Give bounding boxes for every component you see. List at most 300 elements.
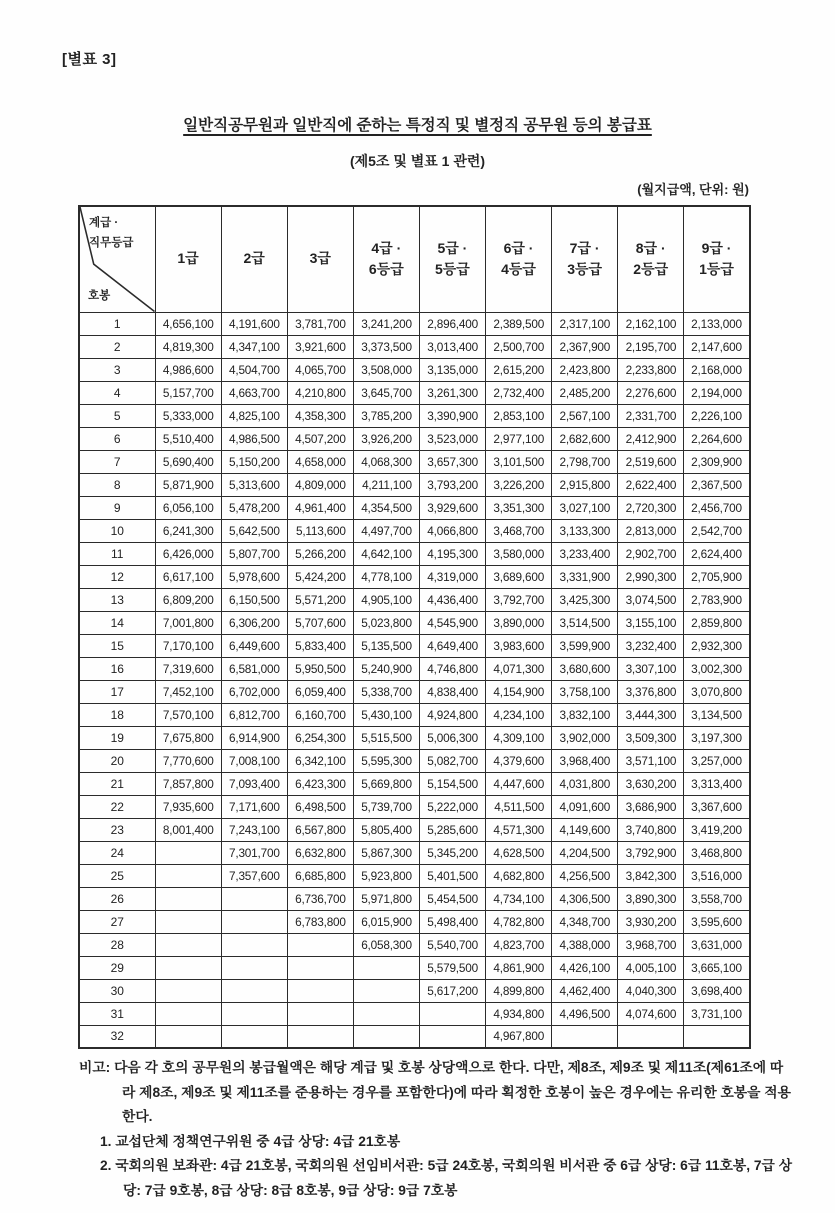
- salary-value-cell: 3,665,100: [684, 956, 750, 979]
- step-cell: 5: [79, 404, 155, 427]
- salary-value-cell: 2,367,500: [684, 473, 750, 496]
- salary-value-cell: 3,002,300: [684, 657, 750, 680]
- salary-value-cell: 4,809,000: [287, 473, 353, 496]
- salary-value-cell: 4,462,400: [552, 979, 618, 1002]
- salary-row: [79, 818, 750, 841]
- corner-header-cell: [79, 206, 155, 312]
- salary-value-cell: 6,812,700: [221, 703, 287, 726]
- corner-label-grade-line2: 직무등급: [89, 236, 134, 249]
- salary-value-cell: 3,571,100: [618, 749, 684, 772]
- salary-row: [79, 473, 750, 496]
- page-subtitle: (제5조 및 별표 1 관련): [349, 153, 486, 169]
- salary-value-cell: 5,669,800: [353, 772, 419, 795]
- salary-value-cell: 3,468,700: [485, 519, 551, 542]
- salary-value-cell: 5,950,500: [287, 657, 353, 680]
- salary-value-cell: 5,285,600: [419, 818, 485, 841]
- step-cell: 2: [79, 335, 155, 358]
- salary-value-cell: 4,642,100: [353, 542, 419, 565]
- salary-value-cell: 4,436,400: [419, 588, 485, 611]
- salary-value-cell: [221, 956, 287, 979]
- salary-value-cell: 4,195,300: [419, 542, 485, 565]
- salary-value-cell: 3,508,000: [353, 358, 419, 381]
- step-cell: 23: [79, 818, 155, 841]
- grade-column-header: 8급 · 2등급: [618, 206, 684, 312]
- salary-value-cell: 2,423,800: [552, 358, 618, 381]
- salary-row: [79, 542, 750, 565]
- salary-value-cell: 3,313,400: [684, 772, 750, 795]
- salary-value-cell: [221, 979, 287, 1002]
- grade-column-header: 2급: [221, 206, 287, 312]
- salary-value-cell: 4,210,800: [287, 381, 353, 404]
- salary-value-cell: 3,261,300: [419, 381, 485, 404]
- salary-value-cell: 4,496,500: [552, 1002, 618, 1025]
- salary-value-cell: 3,631,000: [684, 933, 750, 956]
- salary-value-cell: 5,082,700: [419, 749, 485, 772]
- salary-value-cell: 4,628,500: [485, 841, 551, 864]
- salary-value-cell: 6,150,500: [221, 588, 287, 611]
- salary-value-cell: 2,622,400: [618, 473, 684, 496]
- grade-column-header: 9급 · 1등급: [684, 206, 750, 312]
- salary-value-cell: 3,134,500: [684, 703, 750, 726]
- salary-value-cell: 4,347,100: [221, 335, 287, 358]
- salary-value-cell: 5,807,700: [221, 542, 287, 565]
- salary-value-cell: 6,423,300: [287, 772, 353, 795]
- salary-value-cell: 5,006,300: [419, 726, 485, 749]
- salary-value-cell: 5,617,200: [419, 979, 485, 1002]
- salary-row: [79, 749, 750, 772]
- salary-value-cell: [155, 864, 221, 887]
- salary-value-cell: 3,926,200: [353, 427, 419, 450]
- salary-value-cell: [155, 1025, 221, 1048]
- salary-value-cell: 3,793,200: [419, 473, 485, 496]
- salary-value-cell: 6,632,800: [287, 841, 353, 864]
- salary-row: [79, 335, 750, 358]
- salary-value-cell: 2,133,000: [684, 312, 750, 335]
- remark-text: 다음 각 호의 공무원의 봉급월액은 해당 계급 및 호봉 상당액으로 한다. 다만, 제8조, 제9조 및 제11조(제61조에 따라 제8조, 제9조 및 제11조를 준용하는 경우를 포함한다)에 따라 획정한 호봉이 높은 경우에는 유리한 호봉을 적용한다.: [114, 1060, 791, 1125]
- salary-value-cell: 2,915,800: [552, 473, 618, 496]
- salary-value-cell: 5,430,100: [353, 703, 419, 726]
- step-cell: 6: [79, 427, 155, 450]
- salary-value-cell: 6,581,000: [221, 657, 287, 680]
- salary-value-cell: 5,454,500: [419, 887, 485, 910]
- salary-value-cell: 6,685,800: [287, 864, 353, 887]
- salary-value-cell: 5,401,500: [419, 864, 485, 887]
- salary-value-cell: 4,005,100: [618, 956, 684, 979]
- salary-value-cell: [221, 887, 287, 910]
- salary-value-cell: 4,065,700: [287, 358, 353, 381]
- step-cell: 11: [79, 542, 155, 565]
- salary-value-cell: 3,792,700: [485, 588, 551, 611]
- salary-value-cell: 3,419,200: [684, 818, 750, 841]
- salary-value-cell: 4,663,700: [221, 381, 287, 404]
- salary-value-cell: 2,168,000: [684, 358, 750, 381]
- page-title-text: 일반직공무원과 일반직에 준하는 특정직 및 별정직 공무원 등의 봉급표: [183, 117, 652, 134]
- salary-value-cell: 3,226,200: [485, 473, 551, 496]
- salary-value-cell: [155, 933, 221, 956]
- salary-value-cell: 5,135,500: [353, 634, 419, 657]
- salary-row: [79, 657, 750, 680]
- salary-value-cell: 3,740,800: [618, 818, 684, 841]
- salary-value-cell: 2,147,600: [684, 335, 750, 358]
- step-cell: 29: [79, 956, 155, 979]
- salary-value-cell: 5,579,500: [419, 956, 485, 979]
- salary-value-cell: 4,507,200: [287, 427, 353, 450]
- step-cell: 21: [79, 772, 155, 795]
- salary-value-cell: 2,389,500: [485, 312, 551, 335]
- salary-row: [79, 864, 750, 887]
- salary-value-cell: 4,825,100: [221, 404, 287, 427]
- salary-value-cell: 2,276,600: [618, 381, 684, 404]
- salary-value-cell: 2,226,100: [684, 404, 750, 427]
- step-cell: 16: [79, 657, 155, 680]
- salary-value-cell: 6,449,600: [221, 634, 287, 657]
- grade-column-header: 6급 · 4등급: [485, 206, 551, 312]
- page-title: [0, 113, 835, 135]
- salary-value-cell: 5,478,200: [221, 496, 287, 519]
- salary-row: [79, 496, 750, 519]
- salary-value-cell: 2,705,900: [684, 565, 750, 588]
- salary-row: [79, 772, 750, 795]
- unit-note: (월지급액, 단위: 원): [637, 182, 749, 197]
- salary-value-cell: 4,782,800: [485, 910, 551, 933]
- salary-value-cell: 3,155,100: [618, 611, 684, 634]
- salary-value-cell: [287, 979, 353, 1002]
- salary-value-cell: 3,781,700: [287, 312, 353, 335]
- salary-value-cell: [287, 1002, 353, 1025]
- salary-value-cell: 2,990,300: [618, 565, 684, 588]
- salary-value-cell: 5,424,200: [287, 565, 353, 588]
- salary-value-cell: 3,630,200: [618, 772, 684, 795]
- salary-value-cell: 4,967,800: [485, 1025, 551, 1048]
- salary-table: [78, 205, 751, 1049]
- salary-value-cell: 2,309,900: [684, 450, 750, 473]
- salary-row: [79, 680, 750, 703]
- salary-value-cell: [353, 1025, 419, 1048]
- salary-value-cell: 3,686,900: [618, 795, 684, 818]
- salary-row: [79, 611, 750, 634]
- salary-value-cell: 6,254,300: [287, 726, 353, 749]
- step-cell: 14: [79, 611, 155, 634]
- salary-value-cell: 3,890,300: [618, 887, 684, 910]
- salary-value-cell: 5,595,300: [353, 749, 419, 772]
- salary-value-cell: 5,240,900: [353, 657, 419, 680]
- salary-row: [79, 381, 750, 404]
- salary-value-cell: 7,243,100: [221, 818, 287, 841]
- salary-value-cell: 6,617,100: [155, 565, 221, 588]
- salary-value-cell: 2,798,700: [552, 450, 618, 473]
- salary-value-cell: 2,195,700: [618, 335, 684, 358]
- remark-prefix: 비고:: [79, 1060, 111, 1075]
- salary-value-cell: 4,348,700: [552, 910, 618, 933]
- salary-value-cell: 2,194,000: [684, 381, 750, 404]
- salary-value-cell: 4,649,400: [419, 634, 485, 657]
- salary-value-cell: 3,232,400: [618, 634, 684, 657]
- salary-value-cell: [155, 956, 221, 979]
- salary-value-cell: 4,682,800: [485, 864, 551, 887]
- salary-value-cell: 3,013,400: [419, 335, 485, 358]
- salary-value-cell: 7,319,600: [155, 657, 221, 680]
- salary-value-cell: 4,149,600: [552, 818, 618, 841]
- salary-value-cell: 2,902,700: [618, 542, 684, 565]
- salary-value-cell: 3,832,100: [552, 703, 618, 726]
- salary-value-cell: 3,842,300: [618, 864, 684, 887]
- salary-value-cell: [287, 956, 353, 979]
- salary-value-cell: 5,313,600: [221, 473, 287, 496]
- salary-value-cell: 3,070,800: [684, 680, 750, 703]
- salary-row: [79, 979, 750, 1002]
- salary-value-cell: 4,819,300: [155, 335, 221, 358]
- step-cell: 28: [79, 933, 155, 956]
- step-cell: 10: [79, 519, 155, 542]
- salary-value-cell: 2,783,900: [684, 588, 750, 611]
- salary-row: [79, 427, 750, 450]
- salary-value-cell: 3,135,000: [419, 358, 485, 381]
- salary-value-cell: 4,497,700: [353, 519, 419, 542]
- salary-value-cell: 7,170,100: [155, 634, 221, 657]
- salary-value-cell: 3,785,200: [353, 404, 419, 427]
- salary-value-cell: 6,498,500: [287, 795, 353, 818]
- salary-value-cell: 4,861,900: [485, 956, 551, 979]
- salary-row: [79, 910, 750, 933]
- step-cell: 17: [79, 680, 155, 703]
- salary-value-cell: 3,523,000: [419, 427, 485, 450]
- salary-value-cell: 6,059,400: [287, 680, 353, 703]
- salary-value-cell: 5,333,000: [155, 404, 221, 427]
- salary-value-cell: 3,027,100: [552, 496, 618, 519]
- salary-value-cell: [618, 1025, 684, 1048]
- step-cell: 15: [79, 634, 155, 657]
- step-cell: 13: [79, 588, 155, 611]
- salary-value-cell: 2,264,600: [684, 427, 750, 450]
- salary-value-cell: 4,571,300: [485, 818, 551, 841]
- salary-value-cell: 2,233,800: [618, 358, 684, 381]
- salary-value-cell: 5,739,700: [353, 795, 419, 818]
- salary-value-cell: [552, 1025, 618, 1048]
- salary-value-cell: 3,968,700: [618, 933, 684, 956]
- salary-row: [79, 519, 750, 542]
- salary-value-cell: 3,509,300: [618, 726, 684, 749]
- step-cell: 31: [79, 1002, 155, 1025]
- step-cell: 12: [79, 565, 155, 588]
- salary-value-cell: 5,540,700: [419, 933, 485, 956]
- salary-value-cell: [419, 1002, 485, 1025]
- salary-value-cell: 2,977,100: [485, 427, 551, 450]
- salary-value-cell: 4,091,600: [552, 795, 618, 818]
- salary-row: [79, 703, 750, 726]
- salary-value-cell: 3,074,500: [618, 588, 684, 611]
- salary-value-cell: 7,357,600: [221, 864, 287, 887]
- salary-value-cell: 6,015,900: [353, 910, 419, 933]
- grade-column-header: 7급 · 3등급: [552, 206, 618, 312]
- salary-value-cell: 5,338,700: [353, 680, 419, 703]
- salary-row: [79, 450, 750, 473]
- salary-value-cell: 4,388,000: [552, 933, 618, 956]
- salary-value-cell: 5,150,200: [221, 450, 287, 473]
- salary-value-cell: 2,367,900: [552, 335, 618, 358]
- salary-value-cell: 7,935,600: [155, 795, 221, 818]
- salary-value-cell: 3,376,800: [618, 680, 684, 703]
- step-cell: 3: [79, 358, 155, 381]
- salary-value-cell: 2,456,700: [684, 496, 750, 519]
- salary-value-cell: 4,746,800: [419, 657, 485, 680]
- salary-value-cell: 5,805,400: [353, 818, 419, 841]
- salary-value-cell: 6,914,900: [221, 726, 287, 749]
- salary-value-cell: 6,702,000: [221, 680, 287, 703]
- salary-value-cell: 3,444,300: [618, 703, 684, 726]
- salary-value-cell: 5,923,800: [353, 864, 419, 887]
- salary-value-cell: 4,071,300: [485, 657, 551, 680]
- salary-row: [79, 312, 750, 335]
- salary-row: [79, 726, 750, 749]
- salary-value-cell: [155, 887, 221, 910]
- salary-value-cell: 3,580,000: [485, 542, 551, 565]
- step-cell: 1: [79, 312, 155, 335]
- grade-column-header: 1급: [155, 206, 221, 312]
- step-cell: 8: [79, 473, 155, 496]
- salary-value-cell: 4,256,500: [552, 864, 618, 887]
- salary-value-cell: 3,680,600: [552, 657, 618, 680]
- salary-value-cell: 3,968,400: [552, 749, 618, 772]
- salary-value-cell: 6,736,700: [287, 887, 353, 910]
- salary-value-cell: 2,859,800: [684, 611, 750, 634]
- grade-column-header: 3급: [287, 206, 353, 312]
- salary-value-cell: 4,905,100: [353, 588, 419, 611]
- salary-value-cell: 3,890,000: [485, 611, 551, 634]
- salary-value-cell: 4,074,600: [618, 1002, 684, 1025]
- salary-value-cell: 5,113,600: [287, 519, 353, 542]
- salary-value-cell: [155, 979, 221, 1002]
- salary-value-cell: 4,658,000: [287, 450, 353, 473]
- salary-value-cell: 2,162,100: [618, 312, 684, 335]
- salary-value-cell: 4,734,100: [485, 887, 551, 910]
- salary-value-cell: 5,157,700: [155, 381, 221, 404]
- salary-value-cell: 2,331,700: [618, 404, 684, 427]
- salary-value-cell: 5,871,900: [155, 473, 221, 496]
- salary-value-cell: 2,567,100: [552, 404, 618, 427]
- salary-value-cell: 5,971,800: [353, 887, 419, 910]
- grade-column-header: 5급 · 5등급: [419, 206, 485, 312]
- notes-section: [79, 1056, 796, 1204]
- salary-value-cell: 4,504,700: [221, 358, 287, 381]
- salary-value-cell: 3,983,600: [485, 634, 551, 657]
- salary-table-body: [79, 312, 750, 1048]
- salary-value-cell: 5,707,600: [287, 611, 353, 634]
- salary-value-cell: 4,656,100: [155, 312, 221, 335]
- salary-value-cell: 4,379,600: [485, 749, 551, 772]
- salary-value-cell: 3,929,600: [419, 496, 485, 519]
- salary-value-cell: 3,595,600: [684, 910, 750, 933]
- salary-row: [79, 956, 750, 979]
- salary-value-cell: 4,234,100: [485, 703, 551, 726]
- salary-value-cell: 6,160,700: [287, 703, 353, 726]
- note-item: 1. 교섭단체 정책연구위원 중 4급 상당: 4급 21호봉: [100, 1133, 401, 1149]
- salary-value-cell: 4,838,400: [419, 680, 485, 703]
- salary-value-cell: 4,040,300: [618, 979, 684, 1002]
- salary-value-cell: 4,924,800: [419, 703, 485, 726]
- step-cell: 32: [79, 1025, 155, 1048]
- salary-value-cell: 8,001,400: [155, 818, 221, 841]
- salary-value-cell: 2,932,300: [684, 634, 750, 657]
- salary-value-cell: 7,171,600: [221, 795, 287, 818]
- salary-value-cell: 6,058,300: [353, 933, 419, 956]
- salary-value-cell: 3,698,400: [684, 979, 750, 1002]
- salary-value-cell: 3,657,300: [419, 450, 485, 473]
- salary-value-cell: 4,191,600: [221, 312, 287, 335]
- salary-row: [79, 565, 750, 588]
- salary-value-cell: [287, 1025, 353, 1048]
- salary-value-cell: [155, 910, 221, 933]
- salary-value-cell: 3,468,800: [684, 841, 750, 864]
- salary-value-cell: 2,720,300: [618, 496, 684, 519]
- salary-value-cell: 4,354,500: [353, 496, 419, 519]
- salary-value-cell: 5,154,500: [419, 772, 485, 795]
- salary-value-cell: 2,317,100: [552, 312, 618, 335]
- salary-value-cell: 3,514,500: [552, 611, 618, 634]
- salary-value-cell: 5,498,400: [419, 910, 485, 933]
- salary-value-cell: 5,978,600: [221, 565, 287, 588]
- salary-value-cell: 3,373,500: [353, 335, 419, 358]
- step-cell: 24: [79, 841, 155, 864]
- salary-value-cell: 7,008,100: [221, 749, 287, 772]
- salary-value-cell: 2,732,400: [485, 381, 551, 404]
- salary-value-cell: 3,558,700: [684, 887, 750, 910]
- annex-label: [별표 3]: [62, 51, 117, 68]
- salary-row: [79, 887, 750, 910]
- salary-value-cell: 4,961,400: [287, 496, 353, 519]
- salary-value-cell: [287, 933, 353, 956]
- salary-row: [79, 404, 750, 427]
- salary-value-cell: 2,615,200: [485, 358, 551, 381]
- salary-value-cell: [221, 910, 287, 933]
- salary-value-cell: 4,309,100: [485, 726, 551, 749]
- salary-value-cell: 4,154,900: [485, 680, 551, 703]
- salary-value-cell: 4,031,800: [552, 772, 618, 795]
- salary-value-cell: [353, 979, 419, 1002]
- salary-value-cell: 3,645,700: [353, 381, 419, 404]
- step-cell: 19: [79, 726, 155, 749]
- salary-value-cell: 6,342,100: [287, 749, 353, 772]
- salary-value-cell: 3,731,100: [684, 1002, 750, 1025]
- salary-value-cell: 3,257,000: [684, 749, 750, 772]
- salary-value-cell: 2,542,700: [684, 519, 750, 542]
- salary-value-cell: 3,921,600: [287, 335, 353, 358]
- salary-value-cell: 3,307,100: [618, 657, 684, 680]
- remark-paragraph: [79, 1056, 796, 1130]
- salary-value-cell: 7,770,600: [155, 749, 221, 772]
- step-cell: 22: [79, 795, 155, 818]
- salary-value-cell: 2,896,400: [419, 312, 485, 335]
- salary-value-cell: [419, 1025, 485, 1048]
- salary-value-cell: 4,545,900: [419, 611, 485, 634]
- salary-value-cell: 3,197,300: [684, 726, 750, 749]
- salary-row: [79, 358, 750, 381]
- salary-value-cell: 5,833,400: [287, 634, 353, 657]
- step-cell: 26: [79, 887, 155, 910]
- salary-row: [79, 933, 750, 956]
- salary-value-cell: 3,233,400: [552, 542, 618, 565]
- salary-row: [79, 634, 750, 657]
- salary-value-cell: 6,783,800: [287, 910, 353, 933]
- salary-value-cell: 5,571,200: [287, 588, 353, 611]
- salary-value-cell: 2,485,200: [552, 381, 618, 404]
- salary-value-cell: 3,516,000: [684, 864, 750, 887]
- salary-value-cell: 7,301,700: [221, 841, 287, 864]
- notes-list: [79, 1130, 796, 1204]
- salary-value-cell: 5,345,200: [419, 841, 485, 864]
- step-cell: 25: [79, 864, 155, 887]
- salary-value-cell: 2,682,600: [552, 427, 618, 450]
- salary-value-cell: 6,241,300: [155, 519, 221, 542]
